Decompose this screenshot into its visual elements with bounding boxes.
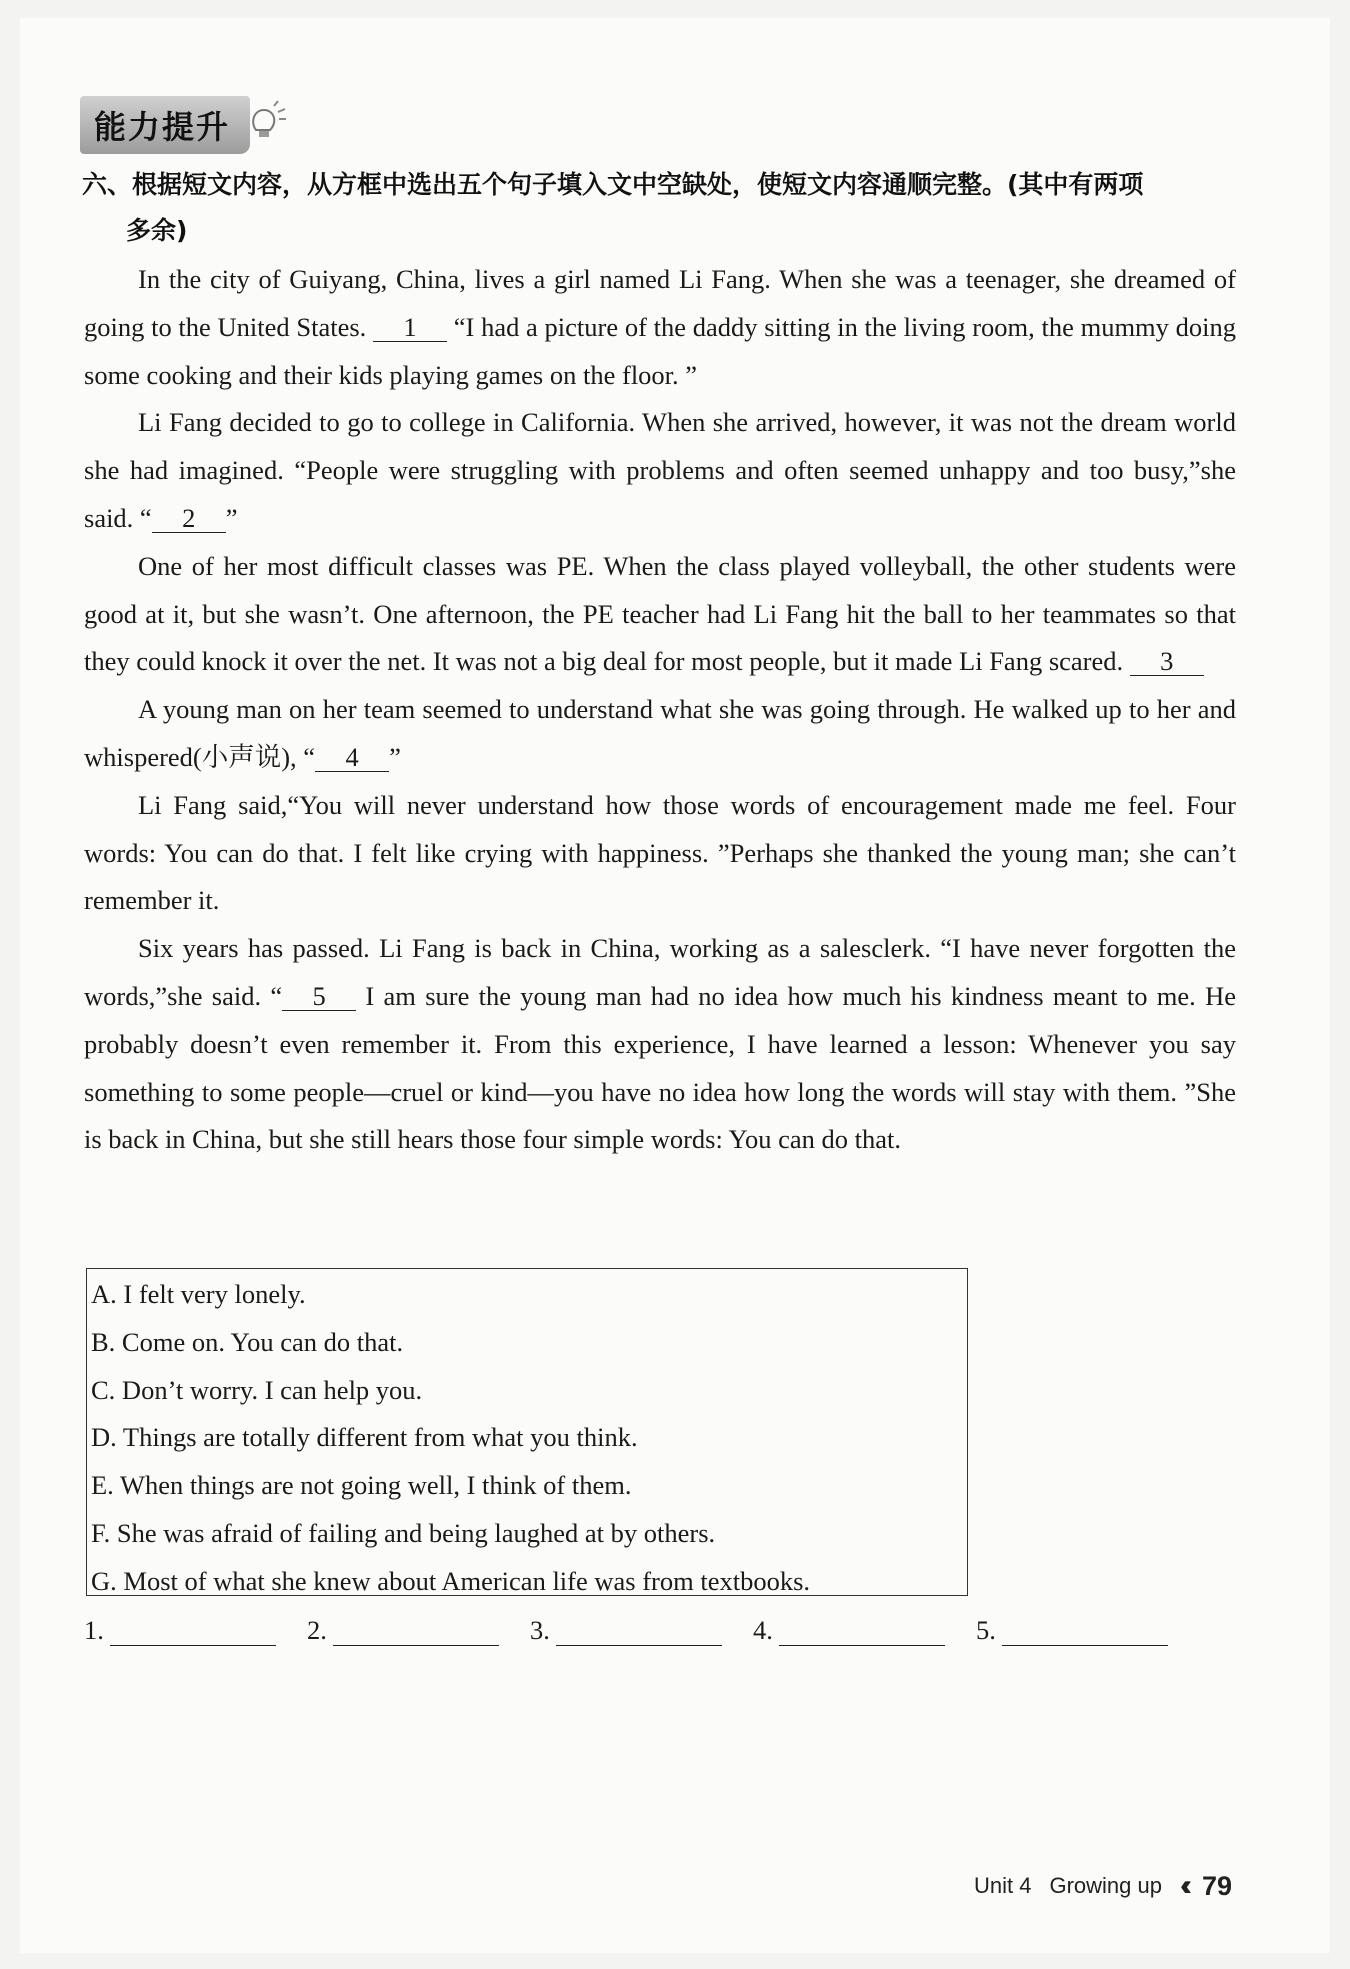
- answer-row: [84, 1615, 1204, 1646]
- paragraph-3: [84, 543, 1236, 686]
- answer-line[interactable]: [333, 1615, 499, 1646]
- unit-title: Growing up: [1049, 1873, 1162, 1898]
- answer-slot-3: [530, 1615, 753, 1646]
- option-d: D. Things are totally different from what you think.: [91, 1422, 638, 1453]
- answer-number: 3.: [530, 1615, 550, 1645]
- blank-2[interactable]: 2: [152, 504, 226, 533]
- paragraph-text: Six years has passed. Li Fang is back in China, working as a salesclerk. “I have never forgotten the words,”she said. “: [84, 933, 1236, 1011]
- answer-slot-4: [753, 1615, 976, 1646]
- lightbulb-icon: [248, 100, 288, 148]
- answer-line[interactable]: [556, 1615, 722, 1646]
- reading-passage: [84, 256, 1236, 1164]
- paragraph-text: In the city of Guiyang, China, lives a girl named Li Fang. When she was a teenager, she dreamed of going to the United States.: [84, 264, 1236, 342]
- paragraph-text: I am sure the young man had no idea how much his kindness meant to me. He probably doesn’t even remember it. From this experience, I have learned a lesson: Whenever you say something to some people—cruel or kind—you have no idea how long the words will stay with them. ”She is back in China, but she still hears those four simple words: You can do that.: [84, 980, 1236, 1155]
- option-g: G. Most of what she knew about American life was from textbooks.: [91, 1565, 811, 1596]
- paragraph-text: “I had a picture of the daddy sitting in the living room, the mummy doing some cooking and their kids playing games on the floor. ”: [84, 311, 1237, 390]
- paragraph-text: A young man on her team seemed to understand what she was going through. He walked up to her and whispered(小声说), “: [84, 694, 1236, 772]
- paragraph-4: [84, 686, 1236, 782]
- answer-number: 2.: [307, 1615, 327, 1645]
- answer-slot-5: [976, 1615, 1199, 1646]
- paragraph-text: ”: [389, 741, 401, 772]
- page-number: 79: [1201, 1870, 1233, 1901]
- answer-line[interactable]: [110, 1615, 276, 1646]
- paragraph-6: [84, 925, 1236, 1164]
- paragraph-text: ”: [225, 502, 238, 533]
- blank-1[interactable]: 1: [373, 313, 447, 342]
- options-box: [86, 1268, 968, 1596]
- option-a: A. I felt very lonely.: [91, 1279, 306, 1309]
- unit-label: Unit 4: [974, 1873, 1032, 1898]
- question-line-2: 多余): [126, 216, 188, 245]
- blank-5[interactable]: 5: [282, 982, 356, 1011]
- page-footer: [974, 1869, 1232, 1903]
- answer-slot-1: [84, 1615, 307, 1646]
- answer-number: 4.: [753, 1615, 773, 1645]
- option-b: B. Come on. You can do that.: [91, 1326, 404, 1357]
- question-instruction: [82, 162, 1252, 254]
- option-f: F. She was afraid of failing and being laughed at by others.: [91, 1517, 716, 1548]
- blank-4[interactable]: 4: [315, 743, 389, 772]
- paragraph-text: Li Fang decided to go to college in California. When she arrived, however, it was not the dream world she had imagined. “People were struggling with problems and often seemed unhappy and too busy,”she said. “: [84, 407, 1236, 533]
- blank-3[interactable]: 3: [1130, 647, 1204, 676]
- option-e: E. When things are not going well, I think of them.: [91, 1470, 632, 1501]
- paragraph-text: One of her most difficult classes was PE. When the class played volleyball, the other students were good at it, but she wasn’t. One afternoon, the PE teacher had Li Fang hit the ball to her teammates so that they could knock it over the net. It was not a big deal for most people, but it made Li Fang scared.: [84, 550, 1236, 677]
- answer-line[interactable]: [1002, 1615, 1168, 1646]
- answer-slot-2: [307, 1615, 530, 1646]
- answer-number: 5.: [976, 1615, 996, 1645]
- section-badge: [80, 96, 270, 154]
- question-line-1: 六、根据短文内容，从方框中选出五个句子填入文中空缺处，使短文内容通顺完整。(其中有两项: [82, 170, 1144, 199]
- paragraph-5: Li Fang said,“You will never understand how those words of encouragement made me feel. Four words: You can do that. I felt like crying with happiness. ”Perhaps she thanked the young man; she can’t remember it.: [84, 789, 1236, 916]
- paragraph-2: [84, 399, 1236, 542]
- answer-number: 1.: [84, 1615, 104, 1645]
- option-c: C. Don’t worry. I can help you.: [91, 1374, 423, 1405]
- paragraph-1: [84, 256, 1236, 399]
- double-chevron-left-icon: ‹‹: [1180, 1869, 1184, 1902]
- answer-line[interactable]: [779, 1615, 945, 1646]
- badge-label: 能力提升: [94, 108, 231, 146]
